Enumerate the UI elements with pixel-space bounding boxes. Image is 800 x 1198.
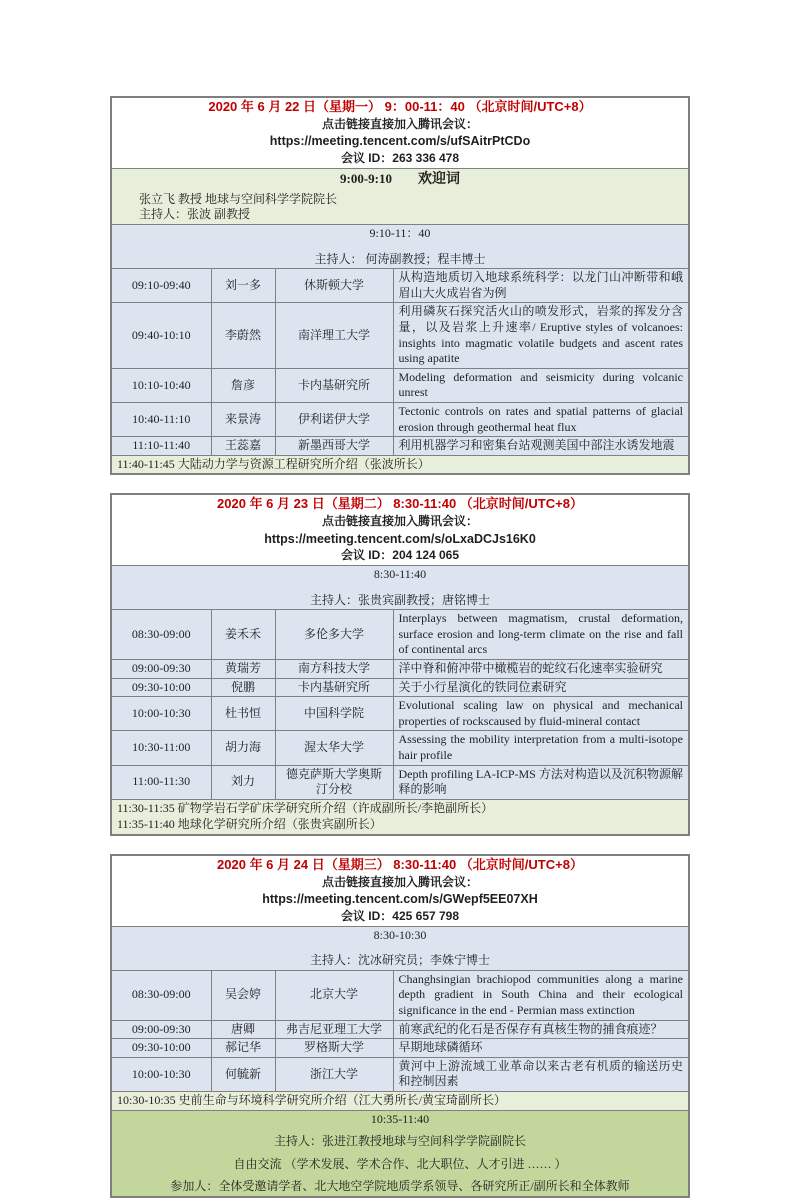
- join-instruction: 点击链接直接加入腾讯会议：: [321, 116, 478, 131]
- session-time: 8:30-10:30: [373, 927, 427, 942]
- talk-row: [111, 368, 689, 402]
- talk-affiliation: 德克萨斯大学奥斯汀分校: [275, 765, 393, 799]
- join-instruction: 点击链接直接加入腾讯会议：: [321, 514, 478, 529]
- institute-intro-block: [111, 455, 689, 474]
- talk-row: [111, 765, 689, 799]
- meeting-link[interactable]: https://meeting.tencent.com/s/GWepf5EE07XH: [262, 892, 538, 907]
- meeting-id: 会议 ID：263 336 478: [340, 151, 460, 166]
- session-time: 9:10-11：40: [369, 226, 431, 241]
- session-chairs: 主持人： 何涛副教授；程丰博士: [314, 251, 486, 266]
- closing-free-discussion: 自由交流 （学术发展、学术合作、北大职位、人才引进 …… ）: [233, 1156, 567, 1171]
- talk-row: [111, 1057, 689, 1091]
- talk-speaker: 杜书恒: [211, 697, 275, 731]
- talk-title: 利用机器学习和密集台站观测美国中部注水诱发地震: [393, 437, 689, 456]
- opening-speaker-line: 张立飞 教授 地球与空间科学学院院长: [139, 191, 338, 206]
- talk-affiliation: 弗吉尼亚理工大学: [275, 1020, 393, 1039]
- talk-title: 利用磷灰石探究活火山的喷发形式，岩浆的挥发分含量，以及岩浆上升速率/ Eruptive styles of volcanoes: insights into magmatic volatile budgets and ascent rates using apatite: [393, 303, 689, 368]
- talk-speaker: 李蔚然: [211, 303, 275, 368]
- talk-row: [111, 660, 689, 679]
- talk-speaker: 胡力海: [211, 731, 275, 765]
- talk-affiliation: 多伦多大学: [275, 610, 393, 660]
- talk-speaker: 吴会婷: [211, 970, 275, 1020]
- session-chairs: 主持人：沈冰研究员；李姝宁博士: [309, 953, 490, 968]
- talk-title: 黄河中上游流域工业革命以来古老有机质的输送历史和控制因素: [393, 1057, 689, 1091]
- talk-row: [111, 437, 689, 456]
- talk-speaker: 姜禾禾: [211, 610, 275, 660]
- talk-time: 09:40-10:10: [111, 303, 211, 368]
- talk-row: [111, 610, 689, 660]
- talk-time: 09:00-09:30: [111, 660, 211, 679]
- talk-title: Interplays between magmatism, crustal deformation, surface erosion and long-term climate on the rise and fall of continental arcs: [393, 610, 689, 660]
- opening-time: 9:00-9:10: [340, 170, 392, 186]
- talk-time: 11:00-11:30: [111, 765, 211, 799]
- session-time-block: [111, 566, 689, 610]
- meeting-id: 会议 ID：425 657 798: [340, 909, 460, 924]
- session-table-june23: [110, 493, 690, 836]
- join-instruction: 点击链接直接加入腾讯会议：: [321, 874, 478, 889]
- institute-intro: 11:30-11:35 矿物学岩石学矿床学研究所介绍（许成副所长/李艳副所长）: [117, 800, 494, 815]
- session-time-block: [111, 926, 689, 970]
- talk-title: 从构造地质切入地球系统科学：以龙门山冲断带和峨眉山大火成岩省为例: [393, 269, 689, 303]
- meeting-link[interactable]: https://meeting.tencent.com/s/ufSAitrPtCDo: [269, 134, 531, 149]
- institute-intro-block: [111, 799, 689, 835]
- meeting-id: 会议 ID：204 124 065: [340, 548, 460, 563]
- session-table-june22: [110, 96, 690, 475]
- institute-intro-block: [111, 1091, 689, 1110]
- opening-block: [111, 168, 689, 224]
- talk-title: Modeling deformation and seismicity during volcanic unrest: [393, 368, 689, 402]
- talk-affiliation: 伊利诺伊大学: [275, 402, 393, 436]
- opening-title-line: [117, 170, 683, 192]
- talk-time: 09:10-09:40: [111, 269, 211, 303]
- talk-time: 08:30-09:00: [111, 970, 211, 1020]
- talk-title: Changhsingian brachiopod communities along a marine depth gradient in South China and their ecological significance in the end - Permian mass extinction: [393, 970, 689, 1020]
- talk-speaker: 何毓新: [211, 1057, 275, 1091]
- talk-affiliation: 罗格斯大学: [275, 1039, 393, 1058]
- talk-title: Tectonic controls on rates and spatial patterns of glacial erosion through geothermal heat flux: [393, 402, 689, 436]
- talk-row: [111, 402, 689, 436]
- institute-intro: 10:30-10:35 史前生命与环境科学研究所介绍（江大勇所长/黄宝琦副所长）: [117, 1092, 507, 1107]
- talk-row: [111, 731, 689, 765]
- talk-time: 11:10-11:40: [111, 437, 211, 456]
- talk-title: 洋中脊和俯冲带中橄榄岩的蛇纹石化速率实验研究: [393, 660, 689, 679]
- talk-time: 10:40-11:10: [111, 402, 211, 436]
- talk-speaker: 刘一多: [211, 269, 275, 303]
- talk-affiliation: 中国科学院: [275, 697, 393, 731]
- talk-affiliation: 北京大学: [275, 970, 393, 1020]
- talk-row: [111, 269, 689, 303]
- institute-intro: 11:35-11:40 地球化学研究所介绍（张贵宾副所长）: [117, 817, 382, 832]
- talk-row: [111, 697, 689, 731]
- institute-intro: 11:40-11:45 大陆动力学与资源工程研究所介绍（张波所长）: [117, 456, 430, 471]
- talk-affiliation: 渥太华大学: [275, 731, 393, 765]
- talk-title: Evolutional scaling law on physical and mechanical properties of rockscaused by fluid-mineral contact: [393, 697, 689, 731]
- talk-affiliation: 卡内基研究所: [275, 678, 393, 697]
- talk-speaker: 詹彦: [211, 368, 275, 402]
- talk-affiliation: 卡内基研究所: [275, 368, 393, 402]
- talk-time: 09:30-10:00: [111, 1039, 211, 1058]
- session-date: 2020 年 6 月 23 日（星期二） 8:30-11:40 （北京时间/UTC+8）: [217, 496, 583, 512]
- session-header: [111, 97, 689, 168]
- session-chairs: 主持人：张贵宾副教授；唐铭博士: [309, 592, 490, 607]
- talk-title: 关于小行星演化的铁同位素研究: [393, 678, 689, 697]
- talk-title: 前寒武纪的化石是否保存有真核生物的捕食痕迹？: [393, 1020, 689, 1039]
- session-date: 2020 年 6 月 24 日（星期三） 8:30-11:40 （北京时间/UTC+8）: [217, 856, 583, 872]
- talk-row: [111, 1039, 689, 1058]
- talk-affiliation: 新墨西哥大学: [275, 437, 393, 456]
- session-table-june24: [110, 854, 690, 1198]
- talk-affiliation: 浙江大学: [275, 1057, 393, 1091]
- talk-speaker: 唐卿: [211, 1020, 275, 1039]
- opening-title: 欢迎词: [418, 171, 460, 187]
- talk-title: Depth profiling LA-ICP-MS 方法对构造以及沉积物源解释的影响: [393, 765, 689, 799]
- meeting-link[interactable]: https://meeting.tencent.com/s/oLxaDCJs16K0: [264, 531, 536, 546]
- talk-speaker: 郝记华: [211, 1039, 275, 1058]
- talk-title: 早期地球磷循环: [393, 1039, 689, 1058]
- talk-time: 10:00-10:30: [111, 697, 211, 731]
- closing-attendees: 参加人：全体受邀请学者、北大地空学院地质学系领导、各研究所正/副所长和全体教师: [170, 1179, 630, 1194]
- talk-speaker: 王蕊嘉: [211, 437, 275, 456]
- talk-affiliation: 南洋理工大学: [275, 303, 393, 368]
- talk-affiliation: 休斯顿大学: [275, 269, 393, 303]
- talk-time: 09:30-10:00: [111, 678, 211, 697]
- talk-row: [111, 303, 689, 368]
- closing-host: 主持人：张进江教授地球与空间科学学院副院长: [273, 1134, 526, 1149]
- opening-host-line: 主持人：张波 副教授: [139, 207, 251, 222]
- talk-time: 10:00-10:30: [111, 1057, 211, 1091]
- talk-affiliation: 南方科技大学: [275, 660, 393, 679]
- session-time-block: [111, 225, 689, 269]
- talk-row: [111, 1020, 689, 1039]
- session-time: 8:30-11:40: [373, 567, 427, 582]
- talk-speaker: 黄瑞芳: [211, 660, 275, 679]
- session-header: [111, 494, 689, 565]
- talk-time: 10:30-11:00: [111, 731, 211, 765]
- talk-title: Assessing the mobility interpretation from a multi-isotope hair profile: [393, 731, 689, 765]
- closing-time: 10:35-11:40: [370, 1111, 430, 1126]
- talk-speaker: 倪鹏: [211, 678, 275, 697]
- talk-row: [111, 970, 689, 1020]
- talk-speaker: 来景涛: [211, 402, 275, 436]
- talk-time: 09:00-09:30: [111, 1020, 211, 1039]
- talk-row: [111, 678, 689, 697]
- session-header: [111, 855, 689, 926]
- talk-time: 08:30-09:00: [111, 610, 211, 660]
- talk-time: 10:10-10:40: [111, 368, 211, 402]
- talk-speaker: 刘力: [211, 765, 275, 799]
- session-date: 2020 年 6 月 22 日（星期一） 9：00-11：40 （北京时间/UTC+8）: [208, 99, 592, 114]
- closing-block: [111, 1110, 689, 1197]
